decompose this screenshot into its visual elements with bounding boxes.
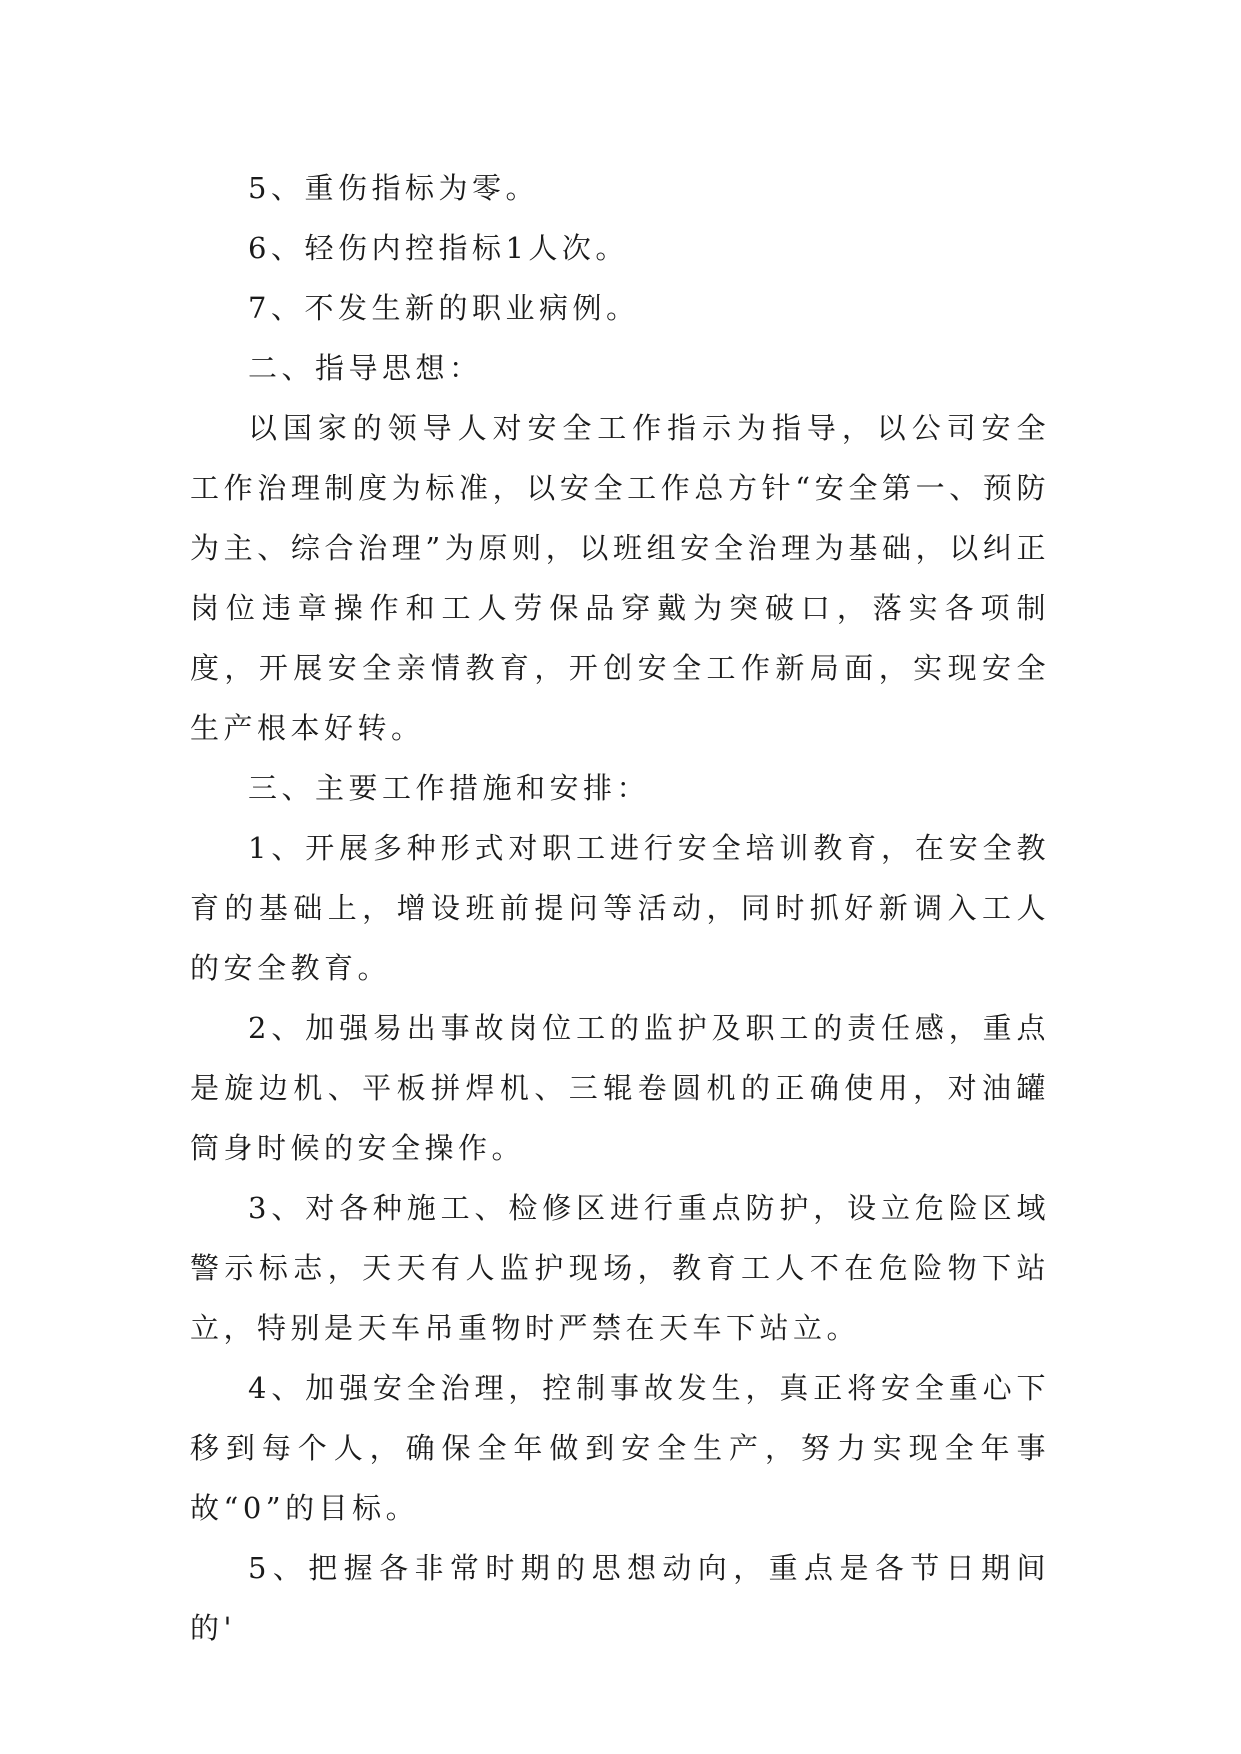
section-heading-guiding-thought: 二、指导思想： xyxy=(248,351,483,385)
paragraph-measure-3: 3、对各种施工、检修区进行重点防护，设立危险区域警示标志，天天有人监护现场，教育工人不在危险物下站立，特别是天车吊重物时严禁在天车下站立。 xyxy=(190,1191,1050,1345)
document-body xyxy=(190,158,1050,1658)
paragraph-goal-6: 6、轻伤内控指标1人次。 xyxy=(248,231,629,265)
paragraph-guiding-thought: 以国家的领导人对安全工作指示为指导，以公司安全工作治理制度为标准，以安全工作总方针“安全第一、预防为主、综合治理”为原则，以班组安全治理为基础，以纠正岗位违章操作和工人劳保品穿戴为突破口，落实各项制度，开展安全亲情教育，开创安全工作新局面，实现安全生产根本好转。 xyxy=(190,411,1050,745)
paragraph-measure-4: 4、加强安全治理，控制事故发生，真正将安全重心下移到每个人，确保全年做到安全生产，努力实现全年事故“0”的目标。 xyxy=(190,1371,1050,1525)
paragraph-measure-5: 5、把握各非常时期的思想动向，重点是各节日期间的' xyxy=(190,1551,1050,1645)
paragraph-measure-2: 2、加强易出事故岗位工的监护及职工的责任感，重点是旋边机、平板拼焊机、三辊卷圆机的正确使用，对油罐筒身时候的安全操作。 xyxy=(190,1011,1050,1165)
paragraph-goal-5: 5、重伤指标为零。 xyxy=(248,171,539,205)
paragraph-measure-1: 1、开展多种形式对职工进行安全培训教育，在安全教育的基础上，增设班前提问等活动，同时抓好新调入工人的安全教育。 xyxy=(190,831,1050,985)
paragraph-goal-7: 7、不发生新的职业病例。 xyxy=(248,291,640,325)
section-heading-main-measures: 三、主要工作措施和安排： xyxy=(248,771,651,805)
